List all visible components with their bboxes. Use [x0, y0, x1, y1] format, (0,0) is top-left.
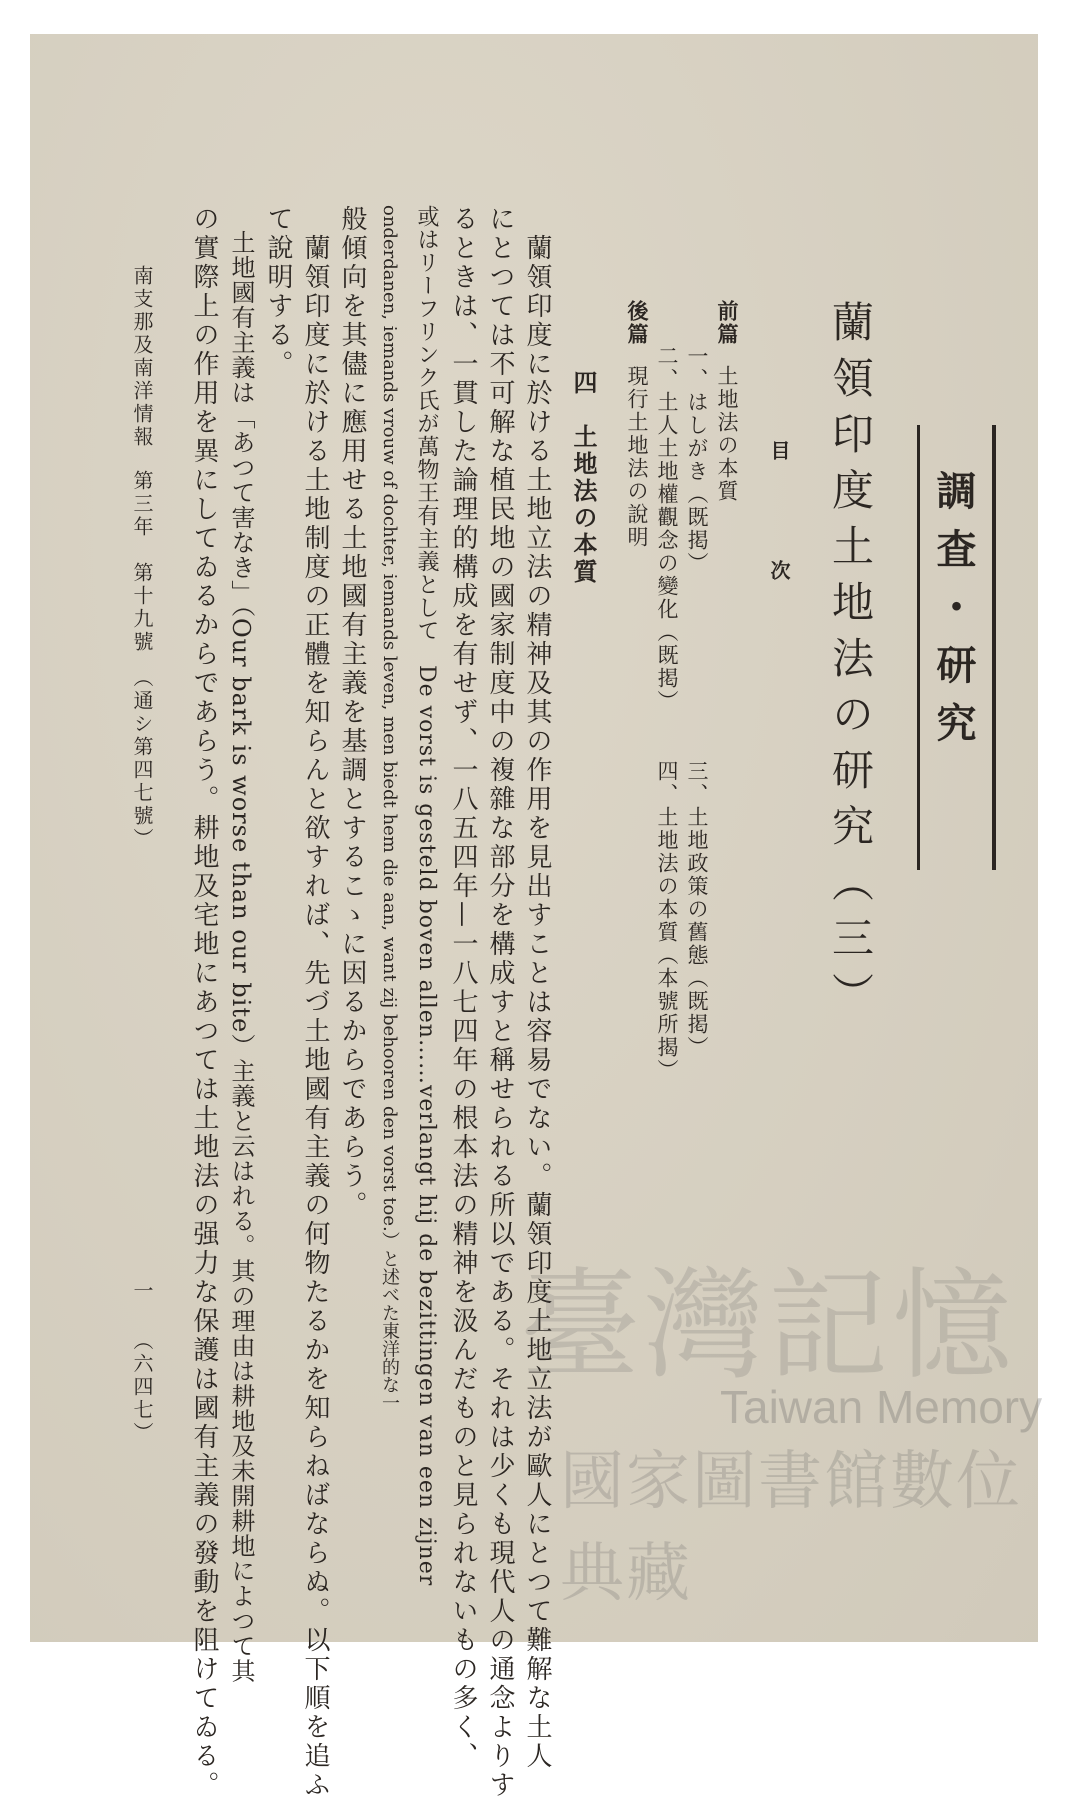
journal-name: 南支那及南洋情報 [130, 265, 154, 449]
issue-info: 第三年 第十九號 （通シ第四七號） [130, 470, 154, 851]
toc-part2-label: 後篇 [625, 300, 650, 346]
header-rule-right [992, 425, 996, 870]
watermark-logo: 臺灣記憶 [520, 1257, 1016, 1396]
body-column-1: 蘭領印度に於ける土地立法の精神及其の作用を見出すことは容易でない。蘭領印度土地立法が歐人にとつて難解な土人 [522, 205, 552, 1771]
page-number: 一 [130, 1280, 154, 1303]
body-column-9: 土地國有主義は「あつて害なき」（Our bark is worse than our bite）主義と云はれる。其の理由は耕地及未開耕地によつて其 [227, 205, 255, 1684]
toc-item-1: 一、はしがき（既掲） [685, 345, 709, 575]
body-column-8: て說明する。 [263, 205, 293, 379]
toc-heading: 目 次 [767, 440, 791, 620]
toc-part1-title: 土地法の本質 [715, 365, 739, 503]
watermark-english: Taiwan Memory [720, 1381, 1043, 1433]
section-heading: 調査・研究 [930, 470, 977, 760]
watermark-chinese: 國家圖書館數位典藏 [560, 1445, 1022, 1611]
toc-item-3: 三、土地政策の舊態（既掲） [685, 760, 709, 1059]
toc-item-2: 二、土人土地權觀念の變化（既掲） [655, 345, 679, 713]
body-column-10: の實際上の作用を異にしてゐるからであらう。耕地及宅地にあつては土地法の强力な保護は國有主義の發動を阻けてゐる。 [189, 205, 219, 1800]
body-column-3: るときは、一貫した論理的構成を有せず、一八五四年—一八七四年の根本法の精神を汲んだものと見られないもの多く、 [448, 205, 478, 1771]
total-page-number: （六四七） [130, 1330, 154, 1445]
article-title: 蘭領印度土地法の研究（三） [826, 300, 875, 1028]
toc-part2-title: 現行土地法の說明 [625, 365, 649, 549]
body-column-4: 或はリーフリンク氏が萬物王有主義として De vorst is gesteld boven allen……verlangt hij de bezittingen van een zijner [414, 205, 439, 1587]
chapter-heading: 四 土地法の本質 [569, 370, 598, 586]
header-rule-left [917, 425, 920, 870]
body-column-2: にとつては不可解な植民地の國家制度中の複雜な部分を構成すと稱せられる所以である。それは少くも現代人の通念よりす [485, 205, 515, 1800]
body-column-6: 般傾向を其儘に應用せる土地國有主義を基調とするこゝに因るからであらう。 [337, 205, 367, 1220]
body-column-5: onderdanen, iemands vrouw of dochter, iemands leven, men biedt hem die aan, want zij behooren den vorst toe.）と述べた東洋的な一 [379, 205, 400, 1412]
body-column-7: 蘭領印度に於ける土地制度の正體を知らんと欲すれば、先づ土地國有主義の何物たるかを知らねばならぬ。以下順を追ふ [300, 205, 330, 1800]
toc-part1-label: 前篇 [715, 300, 740, 346]
toc-item-4: 四、土地法の本質（本號所揭） [655, 760, 679, 1082]
